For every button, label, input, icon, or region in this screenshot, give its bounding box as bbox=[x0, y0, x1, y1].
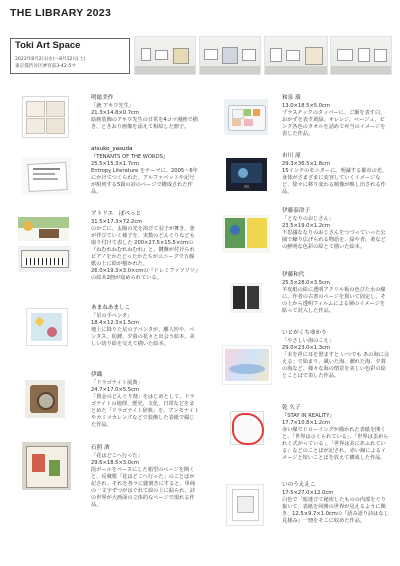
artwork-size: 29.0×23.0×1.3cm bbox=[282, 344, 330, 351]
artwork-size: 21.3×14.8×0.7cm bbox=[91, 109, 139, 116]
artwork-size: 17.7×10.8×1.2cm bbox=[282, 419, 330, 426]
artwork-entry bbox=[91, 95, 199, 131]
artwork-description: 白色で「暗迷びて秘密したものの内部をぐり抜いて、表紙を回開の世界が見えるように開き、12.5×9.7×1.0cmの『語み語り詩はなし見様み』一冊をそこに収めた作品。 bbox=[282, 496, 389, 524]
venue-address: 東京都渋谷区神宮前3-42-5サ bbox=[15, 64, 76, 69]
artwork-thumbnail-13 bbox=[226, 484, 264, 526]
artwork-title: 「ドラゴナイト展典」 bbox=[91, 379, 143, 386]
artist-name: いのうええこ bbox=[282, 482, 316, 488]
artwork-entry bbox=[91, 211, 199, 282]
artwork-thumbnail-3a bbox=[18, 217, 69, 241]
artist-name: 石照 酒 bbox=[91, 445, 110, 451]
gallery-photo-1 bbox=[134, 36, 196, 75]
artist-name: 伊藤泰津子 bbox=[282, 208, 310, 214]
artwork-entry bbox=[282, 208, 390, 251]
artist-name: あまねあましこ bbox=[91, 305, 131, 311]
artwork-description: 不思議ななりのおじさんをつづっていった公園で繰り広げられる物語を、緑や青、黄などの鮮明な色彩の絵とて描いた絵本。 bbox=[282, 229, 386, 250]
artwork-title: 「銃 アキワ先生」 bbox=[91, 102, 134, 109]
artwork-entry bbox=[91, 146, 199, 196]
artwork-size: 17.5×27.0×12.0cm bbox=[282, 489, 334, 496]
artwork-description: 15インチのモニターに、明滅する都市の光、身体がさまざまに変容していくイメージなど、徐々に移り変わる映像が映し出される作品。 bbox=[282, 167, 388, 195]
artwork-title: 「となりのおじさん」 bbox=[282, 215, 334, 222]
artwork-thumbnail-11 bbox=[222, 345, 272, 385]
artwork-thumbnail-2 bbox=[22, 157, 71, 195]
artist-name: 和泉 環 bbox=[282, 95, 301, 101]
artwork-size: 25.5×28.0×3.5cm bbox=[282, 279, 330, 286]
gallery-photo-4 bbox=[330, 36, 392, 75]
artwork-thumbnail-12 bbox=[226, 408, 266, 446]
artwork-entry bbox=[282, 95, 390, 138]
artist-name: アトリエ ぽぺっと bbox=[91, 211, 142, 217]
artist-name: 伊藤和代 bbox=[282, 272, 305, 278]
artwork-title: 『STAY IN REALITY』 bbox=[282, 412, 335, 419]
artwork-size: 29.6×18.5×3.0cm bbox=[91, 459, 139, 466]
artwork-thumbnail-7 bbox=[224, 99, 268, 135]
artwork-thumbnail-1 bbox=[22, 96, 69, 138]
artwork-thumbnail-3b bbox=[18, 246, 71, 272]
gallery-photo-2 bbox=[199, 36, 261, 75]
artwork-entry bbox=[282, 153, 390, 196]
artwork-thumbnail-8 bbox=[226, 158, 267, 191]
artwork-description: 「資金のどんぐり剤」をはじめとして、ドラゴナイトの地理、歴史、文化、日常などをまとめた「ドラゴナイト辞典」を、アンモナイトやカミツカレンズなどで装飾した表紙で綴じた作品。 bbox=[91, 393, 200, 429]
artist-name: 乾 久子 bbox=[282, 405, 301, 411]
artwork-thumbnail-9 bbox=[222, 215, 270, 253]
artwork-description: 段ボールをベースにした箱型のページを開くと、反戦歌「花はどこへ行った」のことばが記され、それを各ラに縫割きにすると、単純の一文字ずつがはぐれて絵の上に貼られ、詩の世界が大画面の立体的なページで現れる作品。 bbox=[91, 466, 196, 509]
artwork-title: 「やさしい海のこえ」 bbox=[282, 337, 334, 344]
artwork-thumbnail-5 bbox=[25, 380, 65, 418]
artwork-entry bbox=[282, 272, 390, 315]
artwork-title: 「花はどこへ行った」 bbox=[91, 452, 143, 459]
venue-name: Toki Art Space bbox=[15, 40, 81, 51]
artist-name: 明総美作 bbox=[91, 95, 114, 101]
artwork-description: のかごに、太陽の光を浴びて羽子が舞き、釜が伴びていく様子を、実数のどんぐりなども取り付けて表した 200×27.5×15.5×cmの『ねむれねむれねむれ』と、鍵盤が付けられピアノをかたどったかたちがユニークで五線紙の上に絵が描かれた、26.0×19.3×3.0×cmの『ドレミファソソソ』の絵本2冊が収められている。 bbox=[91, 225, 198, 282]
artwork-description: 絵画装飾のアキワ先生の日常を4コマ漫画で描き、ときおり画像を添えて相絵した冊子。 bbox=[91, 116, 198, 130]
artwork-entry bbox=[91, 445, 199, 509]
exhibition-date: 2023年8月2日(水)～8月12日(土) bbox=[15, 57, 86, 62]
artwork-size: 31.5×17.3×72.2cm bbox=[91, 218, 143, 225]
artist-name: 伊織 bbox=[91, 372, 103, 378]
artwork-title: 「星の手ペンタ」 bbox=[91, 312, 133, 319]
artist-name: 市川 濠 bbox=[282, 153, 301, 159]
artwork-description: 「未を祥に耳を澄ますと いつでも あの海に会える」で始まり、風いた海、潮れた海、夕暮の海など、様々な海の情景を美しい色彩の絵とことばで表した作品。 bbox=[282, 351, 390, 380]
artwork-size: 13.0×18.5×5.0cm bbox=[282, 102, 330, 109]
artwork-thumbnail-6 bbox=[22, 442, 71, 490]
artwork-size: 29.3×36.5×1.8cm bbox=[282, 160, 330, 167]
artist-name: いとがくちゆかり bbox=[282, 330, 327, 336]
artwork-description: Entropy Literature をテーマに、2005～6年にかけてつくられた。アルファベットや記号が組列する5篇の詩のページで構成された作品。 bbox=[91, 167, 198, 196]
artwork-size: 23.5×19.0×1.2cm bbox=[282, 222, 330, 229]
artwork-description: プラスチックのタッパーに、ご飯を表す白、おかずを表す黄緑、オレンジ、ベージュ、ピンク各色のタオルを詰めて弁当のイメージを表した作品。 bbox=[282, 109, 386, 137]
artwork-description: 羊皮紙の絵に透明アクリル板の色びた水の線に、作者の古書のページを貫いて固定し、その上から透明フィルムによる層のイメージを貼って封入した作品。 bbox=[282, 286, 386, 314]
artwork-size: 24.7×17.0×5.5cm bbox=[91, 386, 139, 393]
artwork-description: 地上に降りた星の子ペンタが、離人形や、ペンタス、紡錘、夕暮の花々と出会う絵本。美しい切り絵を交えて描いた絵本。 bbox=[91, 326, 195, 347]
artwork-thumbnail-10 bbox=[230, 283, 262, 313]
artwork-thumbnail-4 bbox=[26, 308, 68, 346]
artwork-size: 25.5×15.3×1.7cm bbox=[91, 160, 139, 167]
gallery-photo-3 bbox=[264, 36, 328, 75]
artwork-size: 18.4×12.3×1.5cm bbox=[91, 319, 139, 326]
artwork-entry bbox=[91, 372, 199, 429]
artist-name: atsuko_yasuda bbox=[91, 146, 133, 152]
artwork-title: 『TENANTS OF THE WORDS』 bbox=[91, 153, 169, 160]
page-title: THE LIBRARY 2023 bbox=[10, 7, 112, 19]
artwork-entry bbox=[91, 305, 199, 348]
artwork-entry bbox=[282, 482, 390, 525]
artwork-description: 赤い線でドローイングが描かれた表紙を開くと、「世界は示くられている」、「世界は歪められく式がっている」、「世界は美にあふれている」などのことばが記され、赤い線によるイメージと短いことばを放えて構成した作品。 bbox=[282, 426, 389, 462]
artwork-entry bbox=[282, 330, 390, 380]
artwork-entry bbox=[282, 405, 390, 462]
